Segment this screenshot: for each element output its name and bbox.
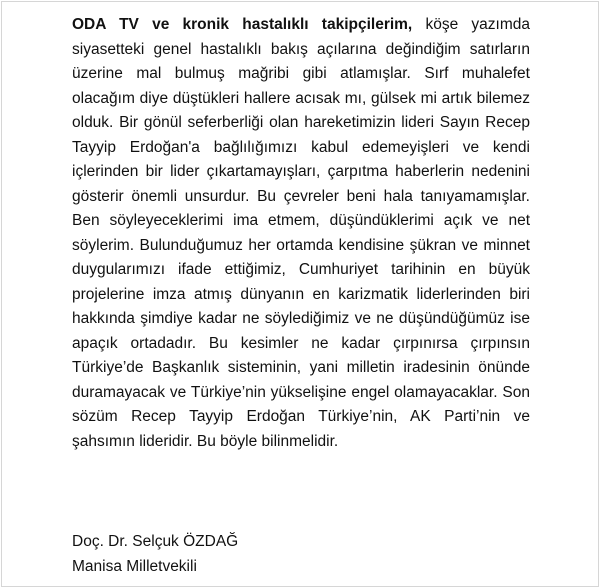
lead-bold-text: ODA TV ve kronik hastalıklı takipçilerim,: [72, 16, 413, 33]
signature-name: Doç. Dr. Selçuk ÖZDAĞ: [72, 533, 239, 550]
signature-block: [72, 529, 238, 579]
signature-title: Manisa Milletvekili: [72, 558, 197, 575]
document-frame: [1, 1, 599, 587]
statement-body-text: köşe yazımda siyasetteki genel hastalıklı bakış açılarına değindiğim satırların üzerine mal bulmuş mağribi gibi atlamışlar. Sırf muhalefet olacağım diye düştükleri hallere acısak mı, gülsek mi artık bilemez olduk. Bir gönül seferberliği olan hareketimizin lideri Sayın Recep Tayyip Erdoğan'a bağlılığımızı kabul edemeyişleri ve kendi içlerinden bir lider çıkartamayışları, çarpıtma haberlerin nedenini gösterir önemli unsurdur. Bu çevreler beni hala tanıyamamışlar. Ben söyleyeceklerimi ima etmem, düşündüklerimi açık ve net söylerim. Bulunduğumuz her ortamda kendisine şükran ve minnet duygularımızı ifade ettiğimiz, Cumhuriyet tarihinin en büyük projelerine imza atmış dünyanın en karizmatik liderlerinden biri hakkında şimdiye kadar ne söylediğimiz ve ne düşündüğümüz ise apaçık ortadadır. Bu kesimler ne kadar çırpınırsa çırpınsın Türkiye’de Başkanlık sisteminin, yani milletin iradesinin önünde duramayacak ve Türkiye’nin yükselişine engel olamayacaklar. Son sözüm Recep Tayyip Erdoğan Türkiye’nin, AK Parti’nin ve şahsımın lideridir. Bu böyle bilinmelidir.: [72, 16, 530, 450]
statement-paragraph: [72, 13, 530, 454]
